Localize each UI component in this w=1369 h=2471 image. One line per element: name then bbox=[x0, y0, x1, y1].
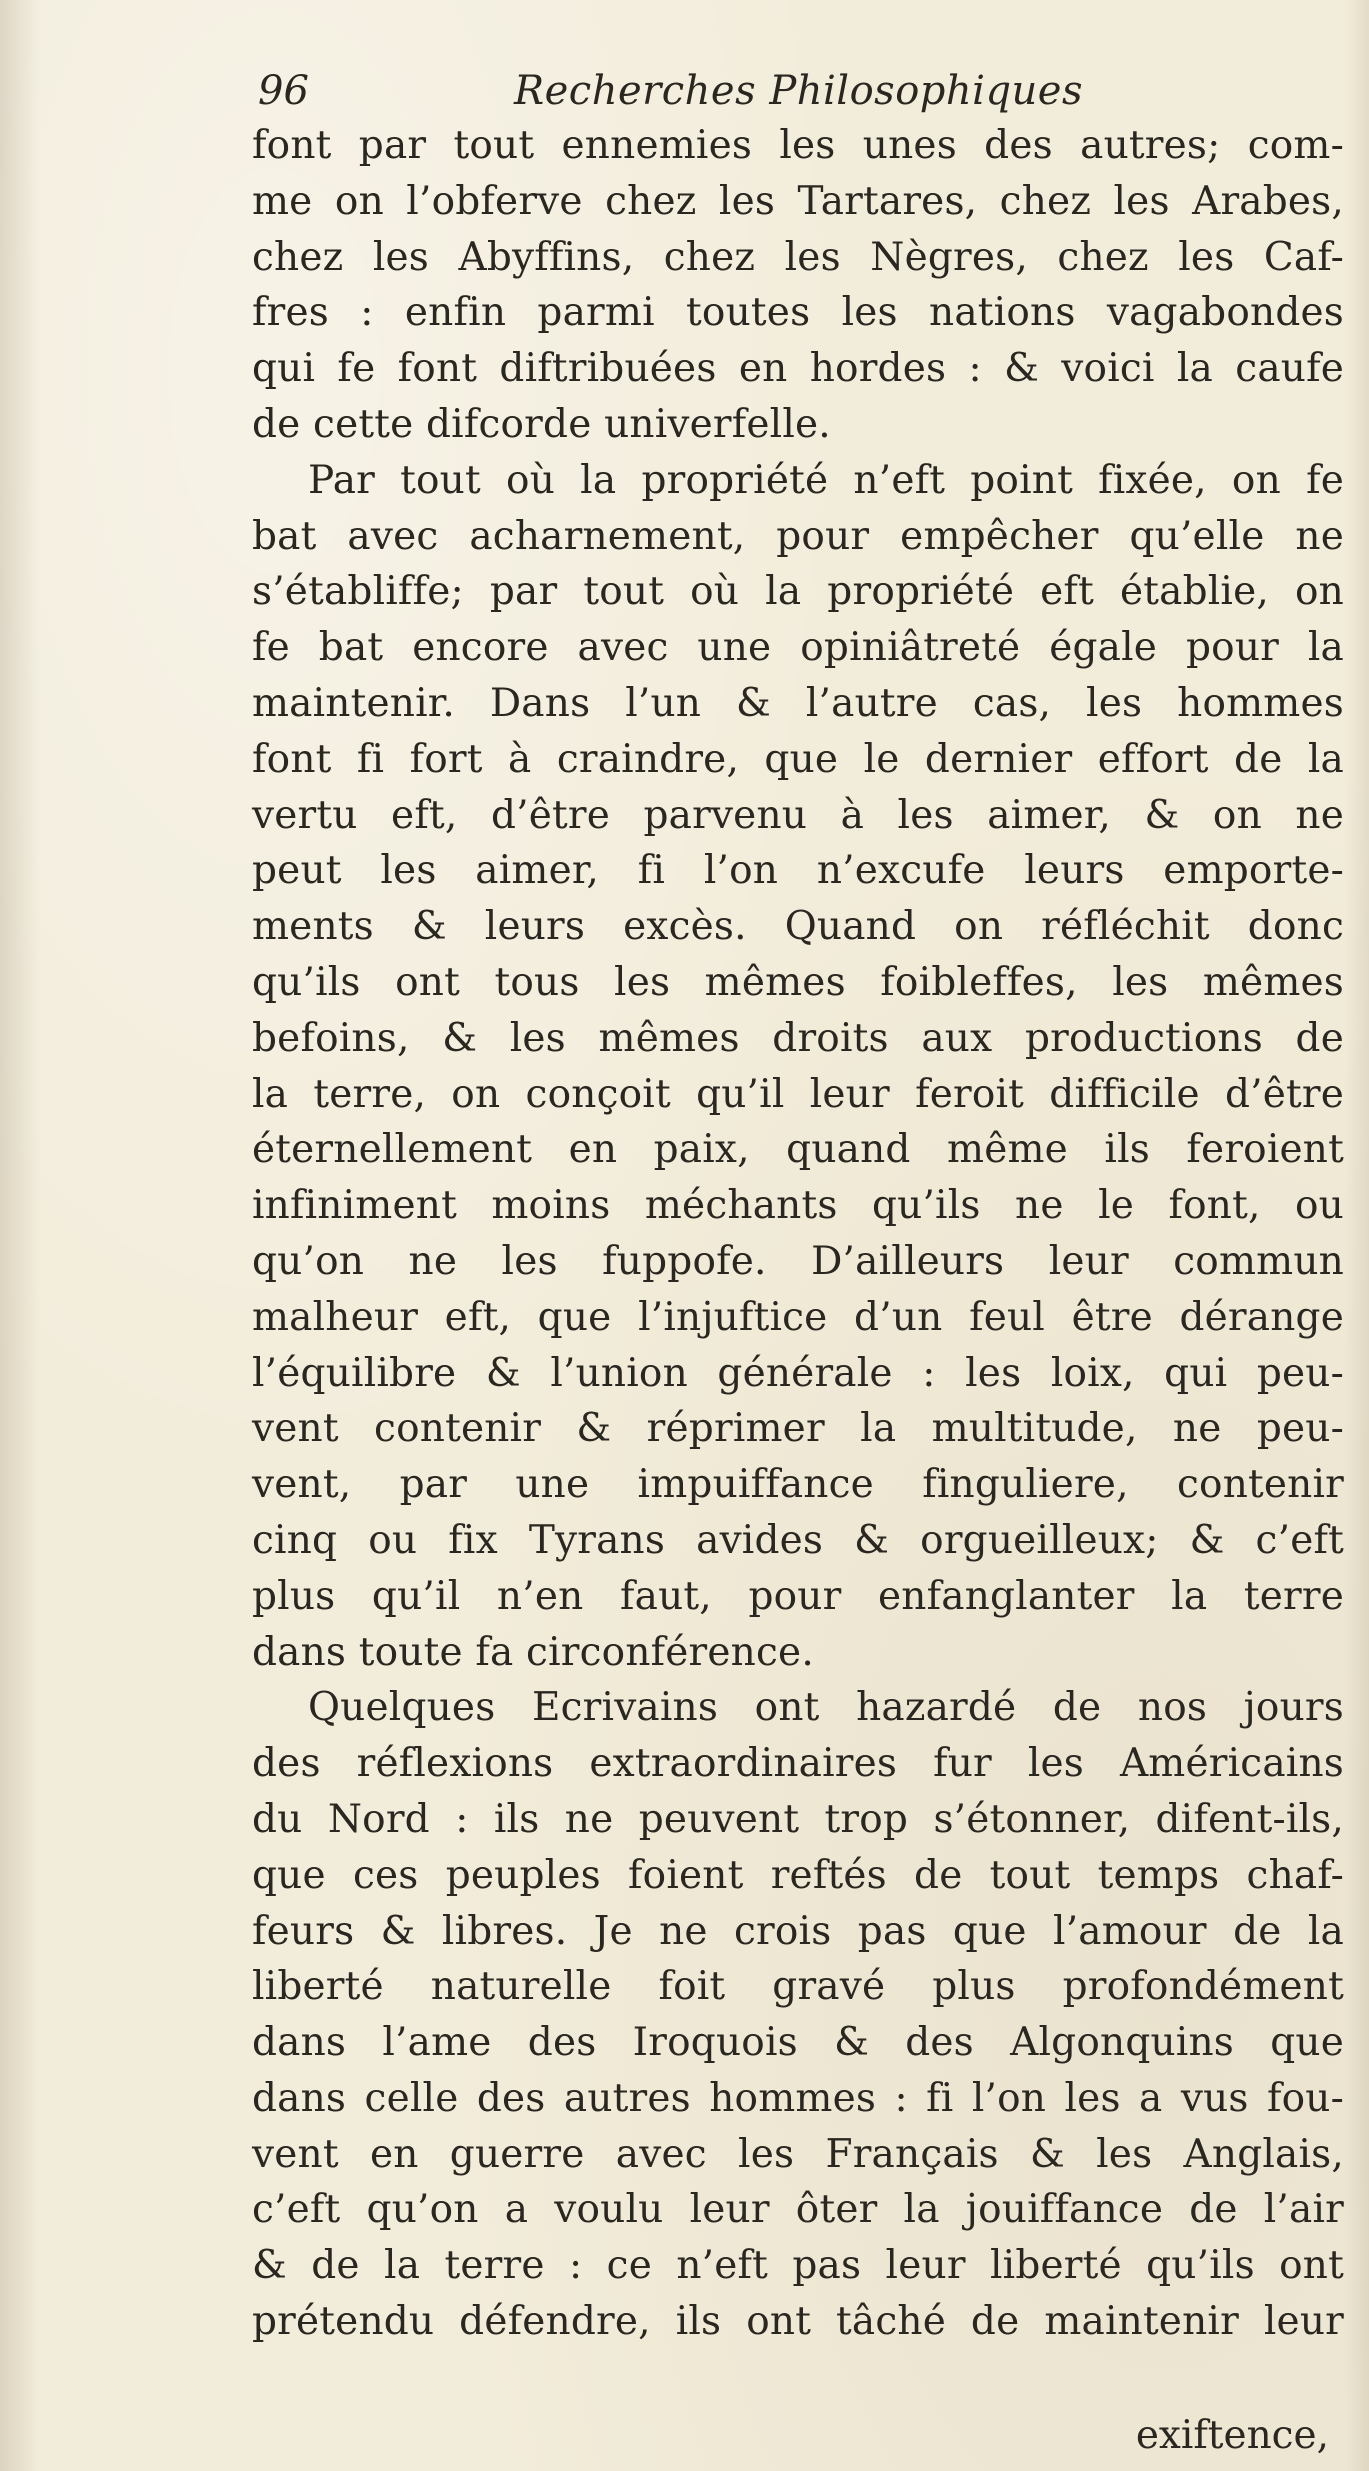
text-line: maintenir. Dans l’un & l’autre cas, les hommes bbox=[252, 680, 1344, 726]
text-line: qu’ils ont tous les mêmes foibleffes, les mêmes bbox=[252, 959, 1344, 1005]
text-line: dans celle des autres hommes : fi l’on les a vus fou- bbox=[252, 2075, 1344, 2121]
text-line: de cette difcorde univerfelle. bbox=[252, 401, 831, 447]
running-head bbox=[258, 62, 1158, 122]
text-line: la terre, on conçoit qu’il leur feroit difficile d’être bbox=[252, 1071, 1344, 1117]
text-line: Par tout où la propriété n’eft point fixée, on fe bbox=[308, 457, 1344, 503]
text-line: que ces peuples foient reftés de tout temps chaf- bbox=[252, 1852, 1344, 1898]
text-line: qu’on ne les fuppofe. D’ailleurs leur commun bbox=[252, 1238, 1344, 1284]
text-line: malheur eft, que l’injuftice d’un feul être dérange bbox=[252, 1294, 1344, 1340]
text-line: fres : enfin parmi toutes les nations vagabondes bbox=[252, 290, 1344, 336]
text-line: cinq ou fix Tyrans avides & orgueilleux; & c’eft bbox=[252, 1517, 1344, 1563]
text-line: befoins, & les mêmes droits aux productions de bbox=[252, 1015, 1344, 1061]
text-line: font fi fort à craindre, que le dernier effort de la bbox=[252, 736, 1344, 782]
text-line: feurs & libres. Je ne crois pas que l’amour de la bbox=[252, 1908, 1344, 1954]
text-line: liberté naturelle foit gravé plus profondément bbox=[252, 1964, 1344, 2010]
text-line: ments & leurs excès. Quand on réfléchit donc bbox=[252, 904, 1344, 950]
text-line: des réflexions extraordinaires fur les Américains bbox=[252, 1741, 1344, 1787]
text-line: chez les Abyffins, chez les Nègres, chez les Caf- bbox=[252, 234, 1344, 280]
text-line: s’établiffe; par tout où la propriété eft établie, on bbox=[252, 569, 1344, 615]
text-line: fe bat encore avec une opiniâtreté égale pour la bbox=[252, 625, 1344, 671]
text-line: prétendu défendre, ils ont tâché de maintenir leur bbox=[252, 2299, 1344, 2345]
catchword: exiftence, bbox=[1135, 2413, 1329, 2458]
text-line: vent contenir & réprimer la multitude, ne peu- bbox=[252, 1406, 1344, 1452]
text-line: qui fe font diftribuées en hordes : & voici la caufe bbox=[252, 346, 1344, 392]
text-line: infiniment moins méchants qu’ils ne le font, ou bbox=[252, 1183, 1344, 1229]
text-line: vent, par une impuiffance finguliere, contenir bbox=[252, 1462, 1344, 1508]
text-line: dans toute fa circonférence. bbox=[252, 1629, 814, 1675]
text-line: vertu eft, d’être parvenu à les aimer, & on ne bbox=[252, 792, 1344, 838]
text-line: & de la terre : ce n’eft pas leur liberté qu’ils ont bbox=[252, 2243, 1344, 2289]
text-line: dans l’ame des Iroquois & des Algonquins que bbox=[252, 2020, 1344, 2066]
text-line: vent en guerre avec les Français & les Anglais, bbox=[252, 2131, 1344, 2177]
text-line: l’équilibre & l’union générale : les loix, qui peu- bbox=[252, 1350, 1344, 1396]
text-line: du Nord : ils ne peuvent trop s’étonner, difent-ils, bbox=[252, 1796, 1344, 1842]
page-number: 96 bbox=[258, 68, 309, 114]
text-line: peut les aimer, fi l’on n’excufe leurs emporte- bbox=[252, 848, 1344, 894]
text-line: me on l’obferve chez les Tartares, chez les Arabes, bbox=[252, 178, 1344, 224]
text-line: éternellement en paix, quand même ils feroient bbox=[252, 1127, 1344, 1173]
text-line: bat avec acharnement, pour empêcher qu’elle ne bbox=[252, 513, 1344, 559]
gutter-shadow bbox=[0, 0, 40, 2471]
text-line: c’eft qu’on a voulu leur ôter la jouiffance de l’air bbox=[252, 2187, 1344, 2233]
running-title: Recherches Philosophiques bbox=[514, 68, 1084, 114]
body-text bbox=[252, 118, 1344, 2350]
text-line: plus qu’il n’en faut, pour enfanglanter la terre bbox=[252, 1573, 1344, 1619]
text-line: font par tout ennemies les unes des autres; com- bbox=[252, 123, 1344, 168]
text-line: Quelques Ecrivains ont hazardé de nos jours bbox=[308, 1685, 1344, 1731]
page-edge-shadow bbox=[1345, 0, 1369, 2471]
